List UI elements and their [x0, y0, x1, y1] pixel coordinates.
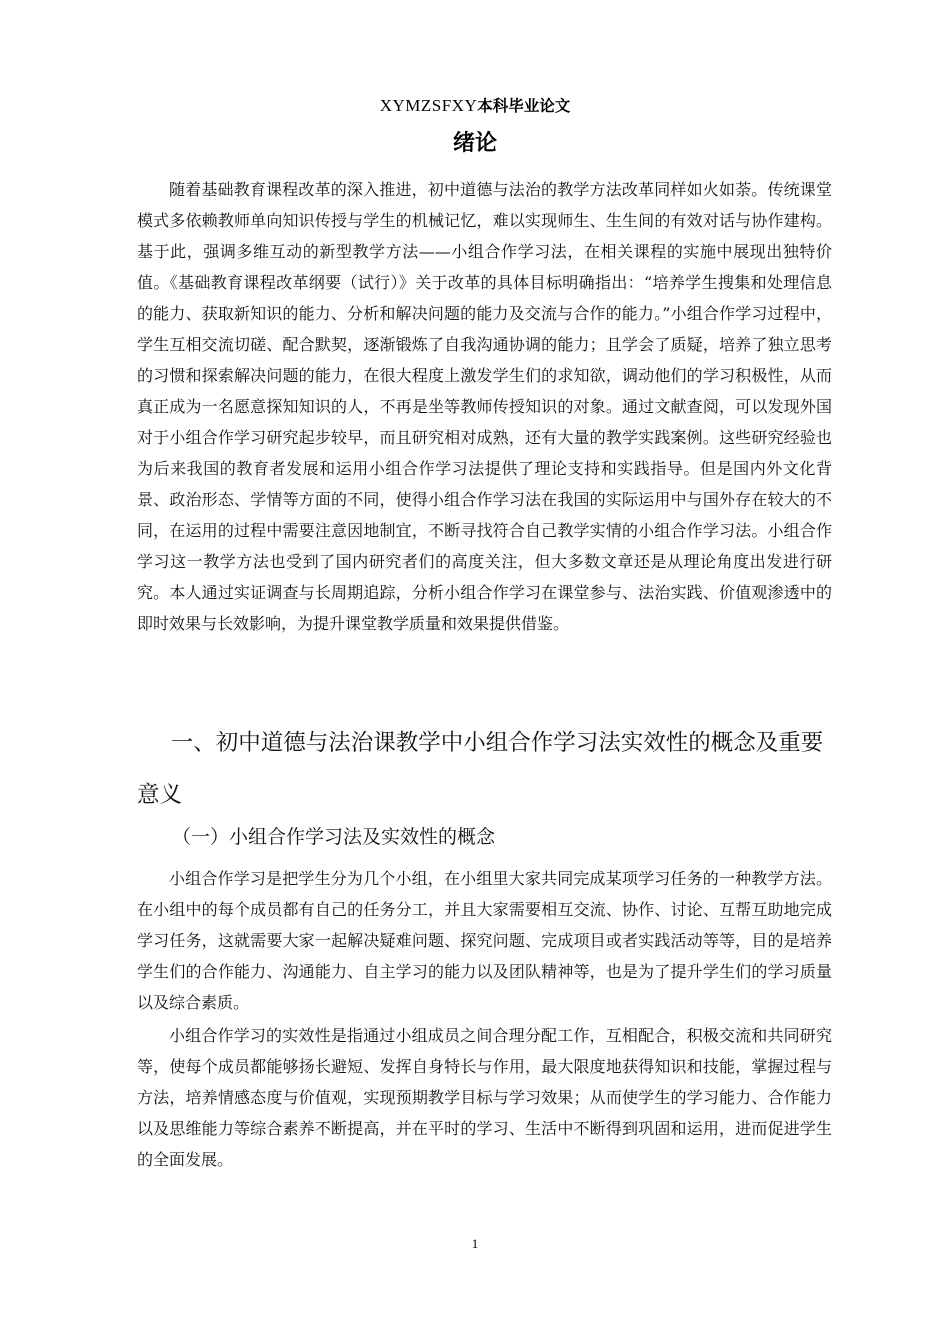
section-heading: 一、初中道德与法治课教学中小组合作学习法实效性的概念及重要意义	[137, 730, 824, 808]
body-paragraph-2: 小组合作学习的实效性是指通过小组成员之间合理分配工作，互相配合，积极交流和共同研究等，使每个成员都能够扬长避短、发挥自身特长与作用，最大限度地获得知识和技能，掌握过程与方法，培养情感态度与价值观，实现预期教学目标与学习效果；从而使学生的学习能力、合作能力以及思维能力等综合素养不断提高，并在平时的学习、生活中不断得到巩固和运用，进而促进学生的全面发展。	[137, 1026, 832, 1169]
intro-paragraph: 随着基础教育课程改革的深入推进，初中道德与法治的教学方法改革同样如火如荼。传统课堂模式多依赖教师单向知识传授与学生的机械记忆，难以实现师生、生生间的有效对话与协作建构。基于此，强调多维互动的新型教学方法——小组合作学习法，在相关课程的实施中展现出独特价值。《基础教育课程改革纲要（试行）》关于改革的具体目标明确指出：“培养学生搜集和处理信息的能力、获取新知识的能力、分析和解决问题的能力及交流与合作的能力。”小组合作学习过程中，学生互相交流切磋、配合默契，逐渐锻炼了自我沟通协调的能力；且学会了质疑，培养了独立思考的习惯和探索解决问题的能力，在很大程度上激发学生们的求知欲，调动他们的学习积极性，从而真正成为一名愿意探知知识的人，不再是坐等教师传授知识的对象。通过文献查阅，可以发现外国对于小组合作学习研究起步较早，而且研究相对成熟，还有大量的教学实践案例。这些研究经验也为后来我国的教育者发展和运用小组合作学习法提供了理论支持和实践指导。但是国内外文化背景、政治形态、学情等方面的不同，使得小组合作学习法在我国的实际运用中与国外存在较大的不同，在运用的过程中需要注意因地制宜，不断寻找符合自己教学实情的小组合作学习法。小组合作学习这一教学方法也受到了国内研究者们的高度关注，但大多数文章还是从理论角度出发进行研究。本人通过实证调查与长周期追踪，分析小组合作学习在课堂参与、法治实践、价值观渗透中的即时效果与长效影响，为提升课堂教学质量和效果提供借鉴。	[137, 180, 832, 633]
subsection-heading: （一）小组合作学习法及实效性的概念	[172, 826, 496, 848]
body-paragraph-1: 小组合作学习是把学生分为几个小组，在小组里大家共同完成某项学习任务的一种教学方法。在小组中的每个成员都有自己的任务分工，并且大家需要相互交流、协作、讨论、互帮互助地完成学习任务，这就需要大家一起解决疑难问题、探究问题、完成项目或者实践活动等等，目的是培养学生们的合作能力、沟通能力、自主学习的能力以及团队精神等，也是为了提升学生们的学习质量以及综合素质。	[137, 869, 832, 1012]
thesis-label: 本科毕业论文	[477, 97, 571, 115]
page-number: 1	[471, 1236, 479, 1251]
intro-title: 绪论	[452, 131, 497, 156]
school-code: XYMZSFXY	[379, 96, 478, 115]
page-header	[0, 94, 950, 118]
